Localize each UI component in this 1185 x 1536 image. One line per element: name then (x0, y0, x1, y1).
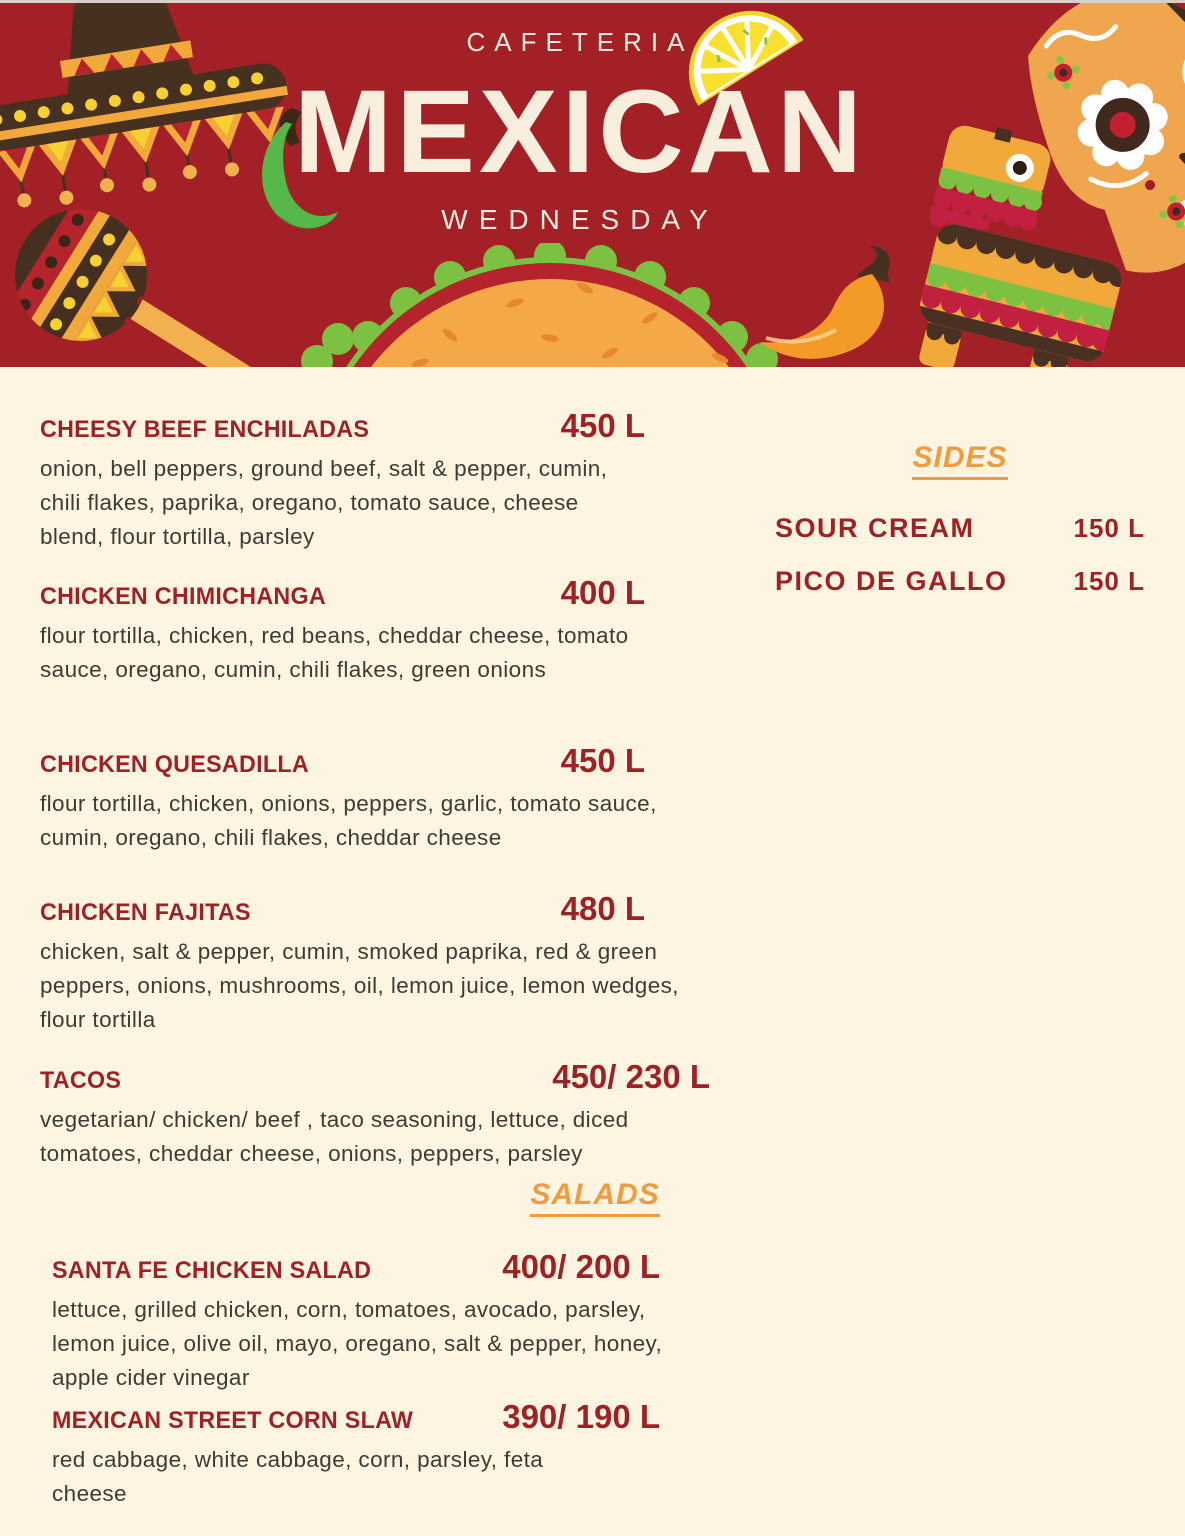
item-description: lettuce, grilled chicken, corn, tomatoes, avocado, parsley, lemon juice, olive oil, mayo, oregano, salt & pepper, honey, apple cider vinegar (52, 1297, 663, 1390)
salads-section-heading-wrap (455, 1178, 735, 1217)
menu-item (40, 574, 660, 687)
menu-item (52, 1398, 660, 1511)
menu-item (40, 890, 680, 1037)
item-name: CHICKEN CHIMICHANGA (40, 583, 327, 610)
item-description: chicken, salt & pepper, cumin, smoked paprika, red & green peppers, onions, mushrooms, oil, lemon juice, lemon wedges, flour tortilla (40, 939, 679, 1032)
sides-section (775, 441, 1145, 596)
item-price: 390/ 190 L (502, 1398, 660, 1435)
side-item (775, 566, 1145, 597)
page-edge (0, 0, 1185, 3)
item-name: MEXICAN STREET CORN SLAW (52, 1407, 414, 1434)
item-price: 450 L (560, 742, 645, 779)
item-price: 400/ 200 L (502, 1248, 660, 1285)
item-price: 450 L (560, 407, 645, 444)
orange-pepper-icon (740, 246, 895, 367)
item-name: TACOS (40, 1067, 122, 1094)
item-description: onion, bell peppers, ground beef, salt & pepper, cumin, chili flakes, paprika, oregano, tomato sauce, cheese blend, flour tortilla, parsley (40, 456, 608, 549)
side-price: 150 L (1073, 513, 1145, 543)
item-name: SANTA FE CHICKEN SALAD (52, 1257, 372, 1284)
taco-icon (300, 243, 805, 367)
item-name: CHICKEN FAJITAS (40, 899, 251, 926)
salads-section-heading: SALADS (530, 1178, 659, 1217)
item-name: CHEESY BEEF ENCHILADAS (40, 416, 370, 443)
item-price: 450/ 230 L (552, 1058, 710, 1095)
menu-item (40, 1058, 710, 1171)
item-description: flour tortilla, chicken, onions, peppers, garlic, tomato sauce, cumin, oregano, chili flakes, cheddar cheese (40, 791, 657, 850)
item-description: vegetarian/ chicken/ beef , taco seasoning, lettuce, diced tomatoes, cheddar cheese, onions, peppers, parsley (40, 1107, 629, 1166)
item-description: flour tortilla, chicken, red beans, cheddar cheese, tomato sauce, oregano, cumin, chili flakes, green onions (40, 623, 629, 682)
item-price: 480 L (560, 890, 645, 927)
item-name: CHICKEN QUESADILLA (40, 751, 309, 778)
header-subtitle: WEDNESDAY (441, 204, 719, 235)
page-title: MEXICAN (293, 66, 867, 198)
menu-item (40, 742, 720, 855)
side-name: SOUR CREAM (775, 513, 975, 543)
header-banner (0, 0, 1185, 367)
menu-item (52, 1248, 682, 1395)
side-price: 150 L (1073, 566, 1145, 596)
side-name: PICO DE GALLO (775, 566, 1008, 596)
item-price: 400 L (560, 574, 645, 611)
sides-section-heading: SIDES (912, 441, 1007, 480)
header-kicker: CAFETERIA (466, 27, 694, 57)
menu-item (40, 407, 645, 554)
item-description: red cabbage, white cabbage, corn, parsley, feta cheese (52, 1447, 544, 1506)
side-item (775, 513, 1145, 544)
